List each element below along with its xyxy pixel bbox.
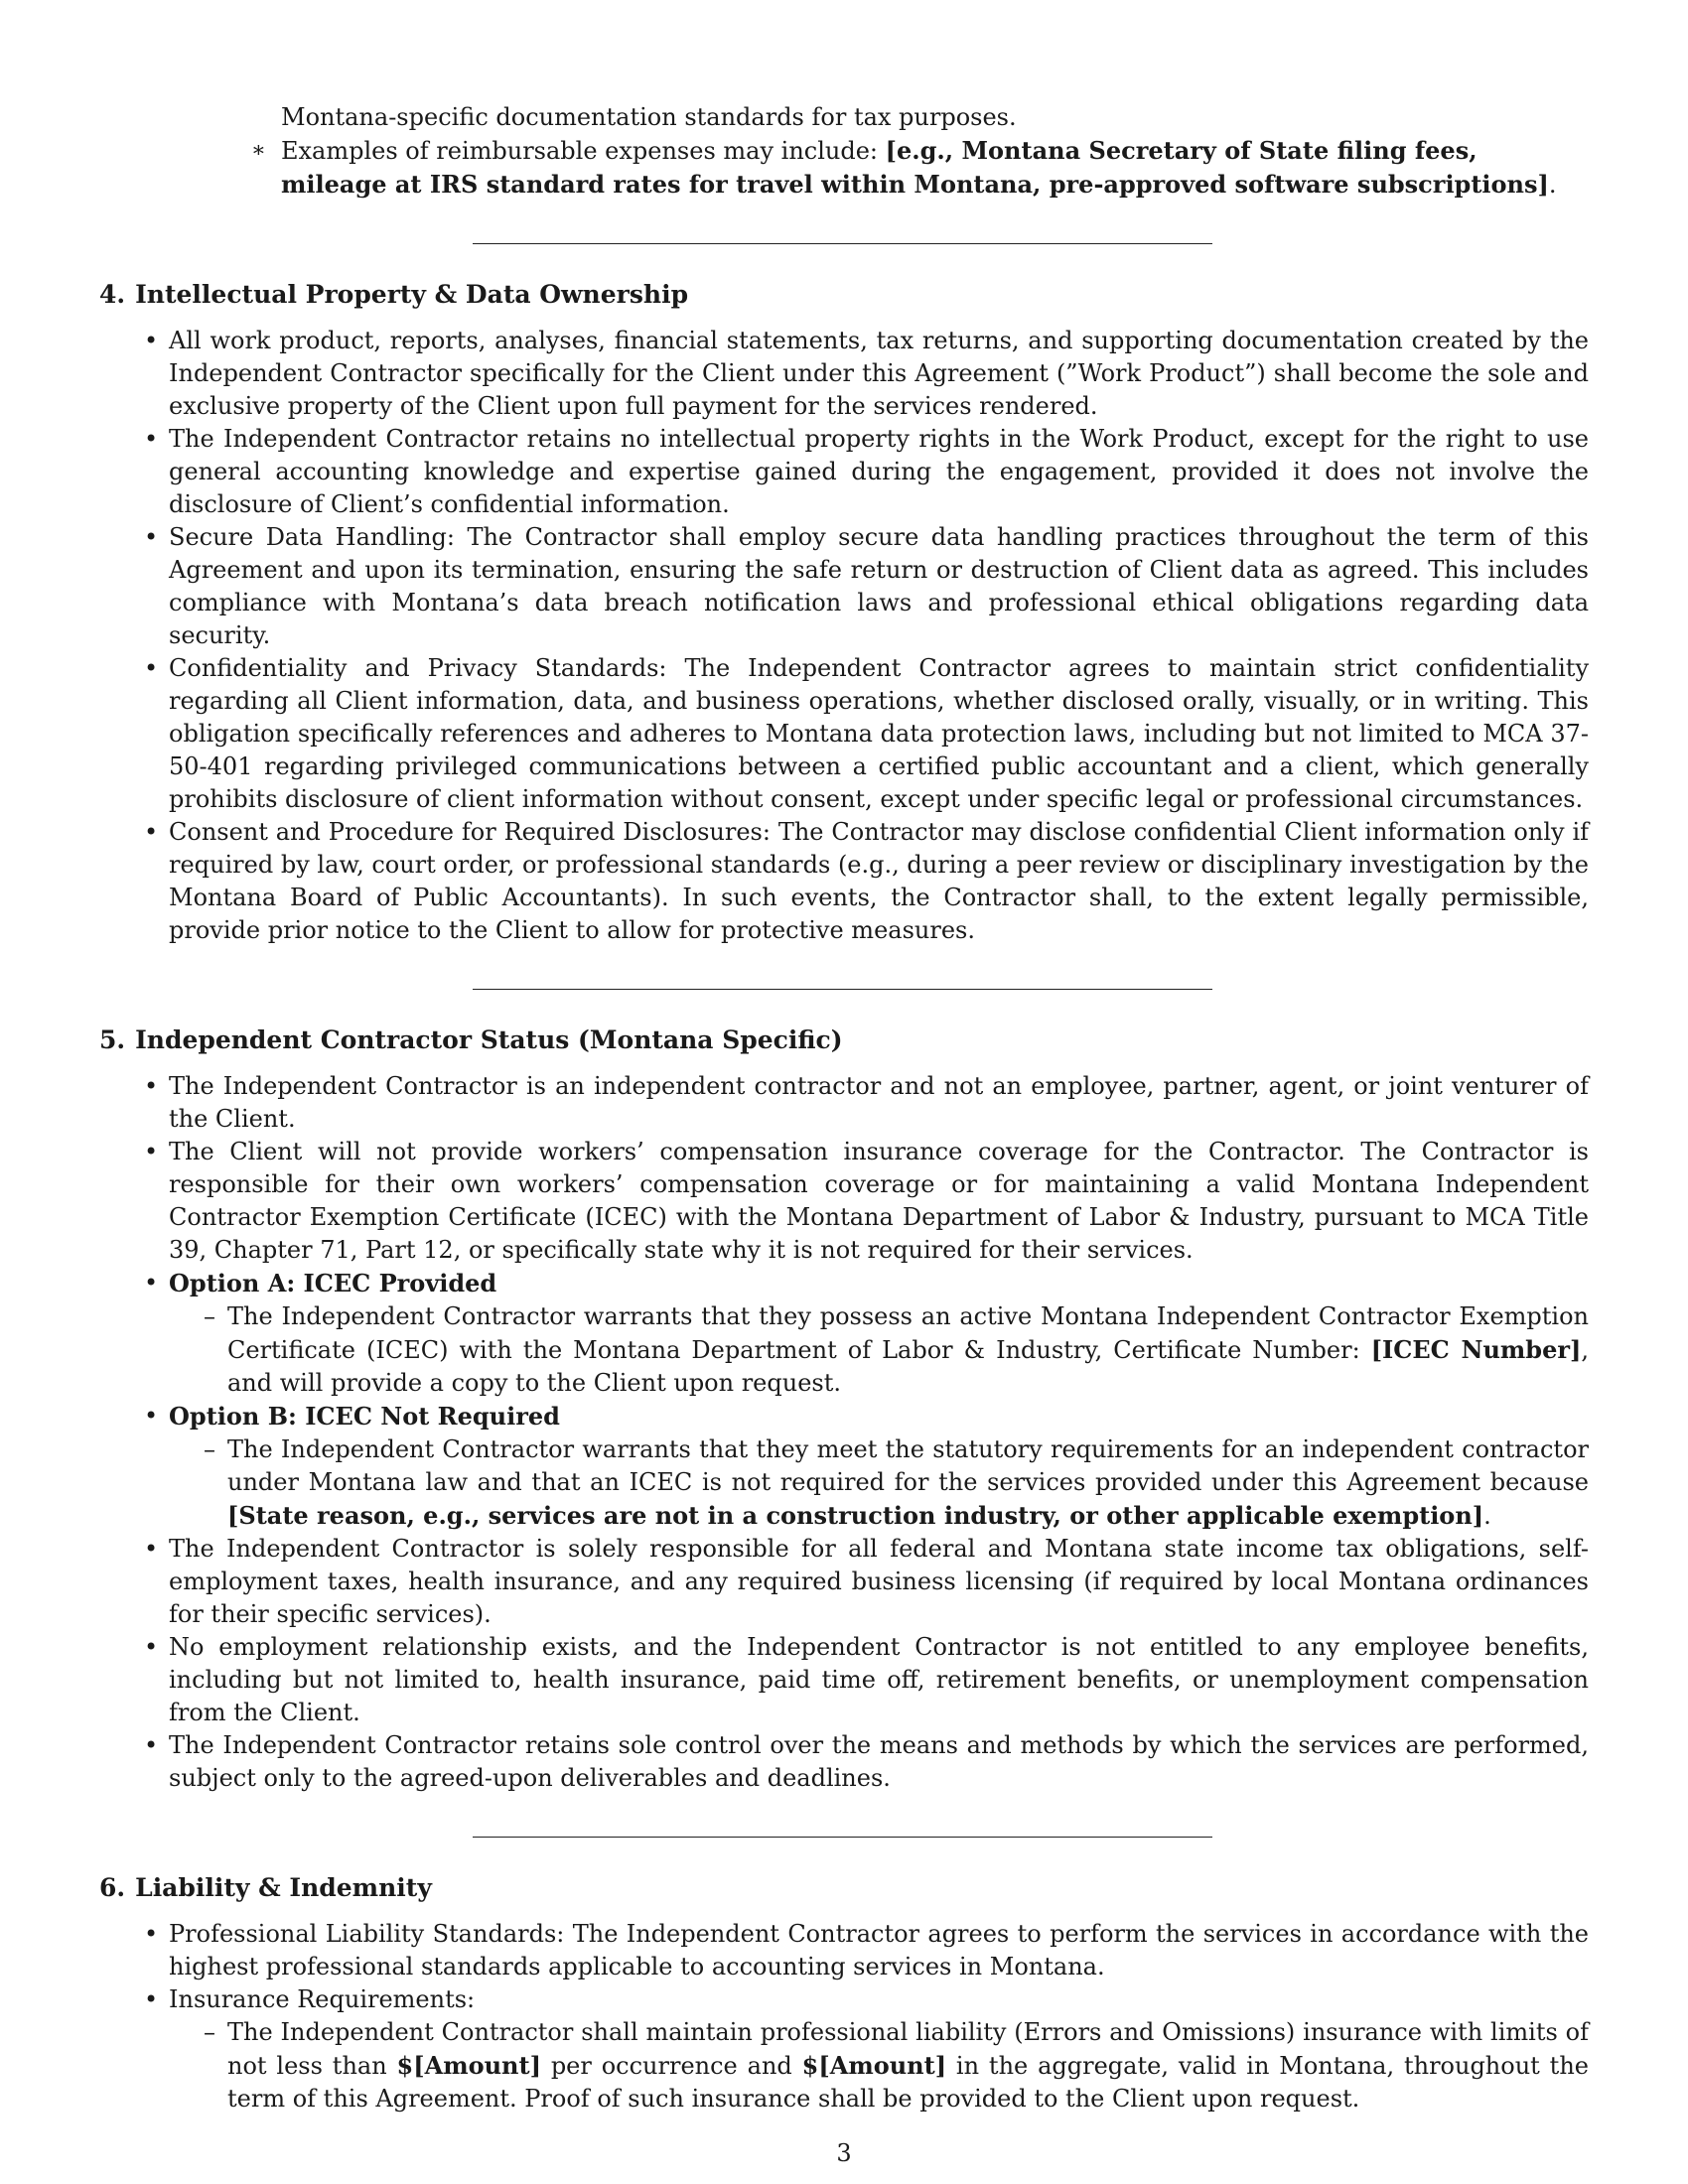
reimbursable-expenses-item: ∗ Examples of reimbursable expenses may include: [e.g., Montana Secretary of State filing fees, mileage at IRS standard rates for travel within Montana, pre-approved software subscriptions]. (251, 136, 1557, 199)
section-divider (473, 989, 1212, 990)
list-item: • Secure Data Handling: The Contractor shall employ secure data handling practices throughout the term of this Agreement and upon its termination, ensuring the safe return or destruction of Client data as agreed. This includes compliance with Montana’s data breach notification laws and professional ethical obligations regarding data security. (99, 521, 1589, 652)
list-item: • All work product, reports, analyses, financial statements, tax returns, and supporting documentation created by the Independent Contractor specifically for the Client under this Agreement (”Work Product”) shall become the sole and exclusive property of the Client upon full payment for the services rendered. (99, 325, 1589, 423)
list-item: • The Independent Contractor retains sole control over the means and methods by which the services are performed, subject only to the agreed-upon deliverables and deadlines. (99, 1729, 1589, 1795)
list-item: • No employment relationship exists, and the Independent Contractor is not entitled to any employee benefits, including but not limited to, health insurance, paid time off, retirement benefits, or unemployment compensation from the Client. (99, 1631, 1589, 1729)
list-item: • Insurance Requirements: (99, 1983, 1589, 2016)
option-a-label: Option A: ICEC Provided (169, 1269, 497, 1297)
list-item: • Confidentiality and Privacy Standards: The Independent Contractor agrees to maintain strict confidentiality regarding all Client information, data, and business operations, whether disclosed orally, visually, or in writing. This obligation specifically references and adheres to Montana data protection laws, including but not limited to MCA 37-50-401 regarding privileged communications between a certified public accountant and a client, which generally prohibits disclosure of client information without consent, except under specific legal or professional circumstances. (99, 652, 1589, 816)
list-item: • The Independent Contractor retains no intellectual property rights in the Work Product, except for the right to use general accounting knowledge and expertise gained during the engagement, provided it does not involve the disclosure of Client’s confidential information. (99, 423, 1589, 521)
section-5-heading: 5. Independent Contractor Status (Montana Specific) (99, 1025, 843, 1054)
page-content (99, 101, 1589, 2116)
continued-text: Montana-specific documentation standards for tax purposes. (281, 103, 1017, 131)
option-b-detail: – The Independent Contractor warrants that they meet the statutory requirements for an independent contractor under Montana law and that an ICEC is not required for the services provided under this Agreement because [State reason, e.g., services are not in a construction industry, or other applicable exemption]. (99, 1433, 1589, 1533)
section-divider (473, 243, 1212, 244)
list-item: • Professional Liability Standards: The Independent Contractor agrees to perform the services in accordance with the highest professional standards applicable to accounting services in Montana. (99, 1918, 1589, 1983)
list-item: • The Client will not provide workers’ compensation insurance coverage for the Contractor. The Contractor is responsible for their own workers’ compensation coverage or for maintaining a valid Montana Independent Contractor Exemption Certificate (ICEC) with the Montana Department of Labor & Industry, pursuant to MCA Title 39, Chapter 71, Part 12, or specifically state why it is not required for their services. (99, 1136, 1589, 1267)
section-6-list (99, 1918, 1589, 2016)
section-4-list (99, 325, 1589, 947)
asterisk-bullet-icon: ∗ (251, 138, 266, 163)
list-item: • The Independent Contractor is an independent contractor and not an employee, partner, agent, or joint venturer of the Client. (99, 1070, 1589, 1136)
section-5-list-end (99, 1533, 1589, 1795)
section-4-heading: 4. Intellectual Property & Data Ownership (99, 280, 689, 309)
option-a-sublist (99, 1300, 1589, 1400)
option-b-item (99, 1400, 1589, 1433)
insurance-sublist (99, 2016, 1589, 2116)
option-b-label: Option B: ICEC Not Required (169, 1402, 560, 1431)
section-5-list (99, 1070, 1589, 1300)
list-item: • Consent and Procedure for Required Disclosures: The Contractor may disclose confidential Client information only if required by law, court order, or professional standards (e.g., during a peer review or disciplinary investigation by the Montana Board of Public Accountants). In such events, the Contractor shall, to the extent legally permissible, provide prior notice to the Client to allow for protective measures. (99, 816, 1589, 947)
option-a-detail: – The Independent Contractor warrants that they possess an active Montana Independent Contractor Exemption Certificate (ICEC) with the Montana Department of Labor & Industry, Certificate Number: [ICEC Number], and will provide a copy to the Client upon request. (99, 1300, 1589, 1400)
section-divider (473, 1837, 1212, 1838)
option-b-sublist (99, 1433, 1589, 1533)
section-5-list-cont (99, 1400, 1589, 1433)
insurance-detail: – The Independent Contractor shall maintain professional liability (Errors and Omissions) insurance with limits of not less than $[Amount] per occurrence and $[Amount] in the aggregate, valid in Montana, throughout the term of this Agreement. Proof of such insurance shall be provided to the Client upon request. (99, 2016, 1589, 2116)
section-6-heading: 6. Liability & Indemnity (99, 1873, 432, 1902)
list-item: • The Independent Contractor is solely responsible for all federal and Montana state income tax obligations, self-employment taxes, health insurance, and any required business licensing (if required by local Montana ordinances for their specific services). (99, 1533, 1589, 1631)
page-number: 3 (836, 2139, 852, 2167)
option-a-item (99, 1267, 1589, 1300)
